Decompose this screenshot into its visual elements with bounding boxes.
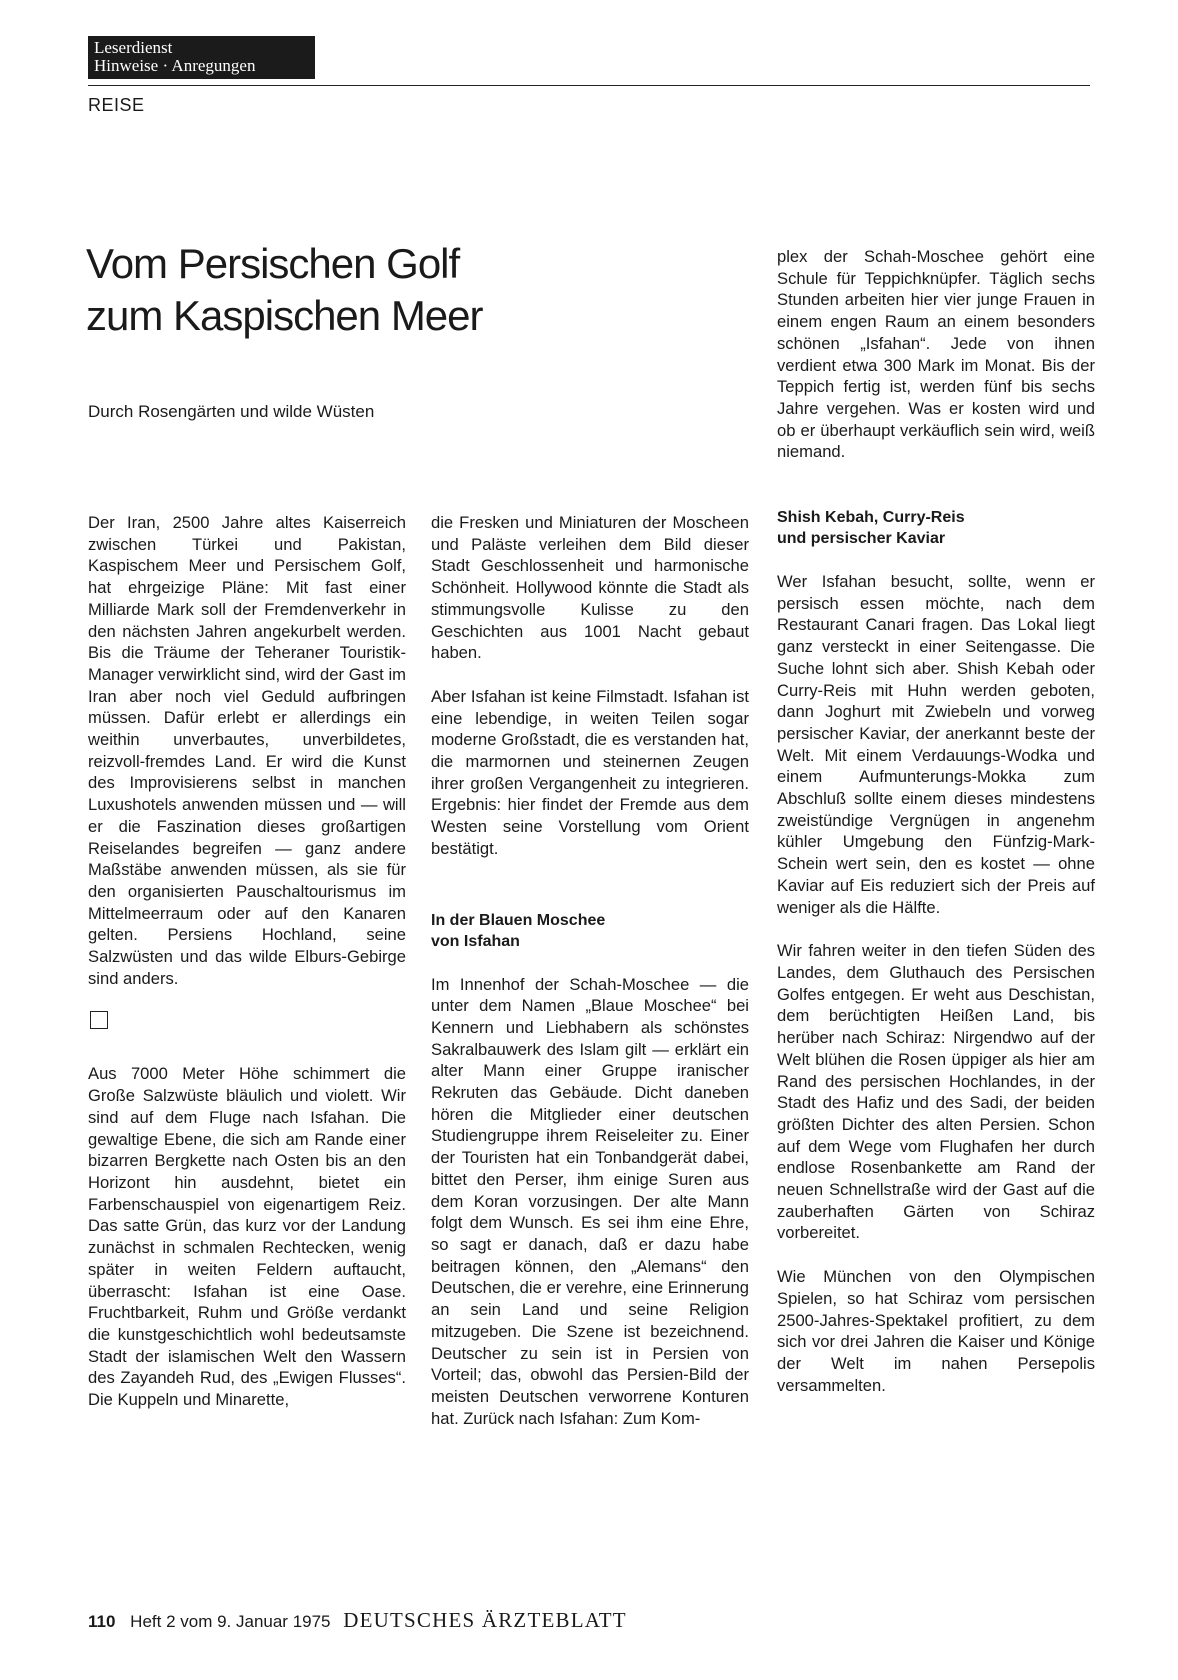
paragraph: Wie München von den Olympischen Spielen, so hat Schiraz vom persischen 2500-Jahres-Spektakel profitiert, zu dem sich vor drei Jahren die Kaiser und Könige der Welt im nahen Persepolis versammelten. xyxy=(777,1267,1095,1395)
publication-name: DEUTSCHES ÄRZTEBLATT xyxy=(343,1608,627,1632)
article-title-line-2: zum Kaspischen Meer xyxy=(86,292,483,339)
paragraph: Im Innenhof der Schah-Moschee — die unter dem Namen „Blaue Moschee“ bei Kennern und Liebhabern als schönstes Sakralbauwerk des Islam gilt — erklärt ein alter Mann einer Gruppe iranischer Rekruten das Gebäude. Dicht daneben hören die Mitglieder einer deutschen Studiengruppe ihrem Reiseleiter zu. Einer der Touristen hat ein Tonbandgerät dabei, bittet den Perser, ihm einige Suren aus dem Koran vorzusingen. Der alte Mann folgt dem Wunsch. Es sei ihm eine Ehre, so sagt er danach, daß er dazu habe beitragen können, den „Alemans“ den Deutschen, die er verehre, eine Erinnerung an sein Land und seine Religion mitzugeben. Die Szene ist bezeichnend. Deutscher zu sein ist in Persien von Vorteil; das, obwohl das Persien-Bild der meisten Deutschen verworrene Konturen hat. Zurück nach Isfahan: Zum Kom- xyxy=(431,974,749,1428)
page-footer xyxy=(88,1608,627,1633)
column-2 xyxy=(431,512,749,1451)
masthead-line-1: Leserdienst xyxy=(94,38,173,57)
subheading-line-2: von Isfahan xyxy=(431,932,520,950)
subheading-line-2: und persischer Kaviar xyxy=(777,530,946,548)
article-title xyxy=(86,238,483,342)
article-title-line-1: Vom Persischen Golf xyxy=(86,240,460,287)
section-label: REISE xyxy=(88,95,145,115)
page-number: 110 xyxy=(88,1612,116,1631)
subheading-line-1: In der Blauen Moschee xyxy=(431,911,606,929)
article-subtitle: Durch Rosengärten und wilde Wüsten xyxy=(88,402,375,421)
paragraph: Wir fahren weiter in den tiefen Süden des Landes, dem Gluthauch des Persischen Golfes entgegen. Er weht aus Deschistan, dem berüchtigten Heißen Land, bis herüber nach Schiraz: Nirgendwo auf der Welt blühen die Rosen üppiger als hier am Rand des persischen Hochlandes, in der Stadt des Hafiz und des Sadi, der beiden größten Dichter des alten Persien. Schon auf dem Wege vom Flughafen her durch endlose Rosenbankette am Rand der neuen Schnellstraße wird der Gast auf die zauberhaften Gärten von Schiraz vorbereitet. xyxy=(777,941,1095,1243)
issue-info: Heft 2 vom 9. Januar 1975 xyxy=(130,1612,331,1631)
paragraph: plex der Schah-Moschee gehört eine Schule für Teppichknüpfer. Täglich sechs Stunden arbeiten hier vier junge Frauen in einem engen Raum an einem besonders schönen „Isfahan“. Jede von ihnen verdient etwa 300 Mark im Monat. Bis der Teppich fertig ist, werden fünf bis sechs Jahre vergehen. Was er kosten wird und ob er überhaupt verkäuflich sein wird, weiß niemand. xyxy=(777,247,1095,462)
masthead xyxy=(88,36,315,79)
subheading-line-1: Shish Kebah, Curry-Reis xyxy=(777,509,965,527)
section-break-box-icon xyxy=(90,1011,108,1029)
paragraph: Wer Isfahan besucht, sollte, wenn er persisch essen möchte, nach dem Restaurant Canari fragen. Das Lokal liegt ganz versteckt in einer Seitengasse. Die Suche lohnt sich aber. Shish Kebah oder Curry-Reis mit Huhn werden geboten, dann Joghurt mit Zwiebeln und vorweg persischer Kaviar, der anerkannt beste der Welt. Mit einem Verdauungs-Wodka und einem Aufmunterungs-Mokka zum Abschluß sollte einem dieses mindestens zweistündige Vergnügen in angenehm kühler Umgebung den Fünfzig-Mark-Schein wert sein, den es kostet — ohne Kaviar auf Eis reduziert sich der Preis auf weniger als die Hälfte. xyxy=(777,572,1095,917)
subheading xyxy=(777,507,1095,549)
paragraph: Der Iran, 2500 Jahre altes Kaiserreich zwischen Türkei und Pakistan, Kaspischem Meer und Persischem Golf, hat ehrgeizige Pläne: Mit fast einer Milliarde Mark soll der Fremdenverkehr in den nächsten Jahren angekurbelt werden. Bis die Träume der Teheraner Touristik-Manager verwirklicht sind, wird der Gast im Iran aber noch viel Geduld aufbringen müssen. Dafür erlebt er allerdings ein weithin unverbautes, unverbildetes, reizvoll-fremdes Land. Er wird die Kunst des Improvisierens selbst in manchen Luxushotels anwenden müssen und — will er die Faszination dieses großartigen Reiselandes begreifen — ganz andere Maßstäbe anwenden müssen, als sie für den organisierten Pauschaltourismus im Mittelmeerraum oder auf den Kanaren gelten. Persiens Hochland, seine Salzwüsten und das wilde Elburs-Gebirge sind anders. xyxy=(88,513,406,988)
subheading xyxy=(431,910,749,952)
paragraph: die Fresken und Miniaturen der Moscheen und Paläste verleihen dem Bild dieser Stadt Geschlossenheit und harmonische Schönheit. Hollywood könnte die Stadt als stimmungsvolle Kulisse zu den Geschichten aus 1001 Nacht gebaut haben. xyxy=(431,513,749,663)
paragraph: Aber Isfahan ist keine Filmstadt. Isfahan ist eine lebendige, in weiten Teilen sogar moderne Großstadt, die es verstanden hat, die marmornen und steinernen Zeugen ihrer großen Vergangenheit zu integrieren. Ergebnis: hier findet der Fremde aus dem Westen seine Vorstellung vom Orient bestätigt. xyxy=(431,686,749,858)
column-1 xyxy=(88,512,406,1433)
paragraph: Aus 7000 Meter Höhe schimmert die Große Salzwüste bläulich und violett. Wir sind auf dem Fluge nach Isfahan. Die gewaltige Ebene, die sich am Rande einer bizarren Bergkette nach Osten bis an den Horizont hin ausdehnt, bietet ein Farbenschauspiel von eigenartigem Reiz. Das satte Grün, das kurz vor der Landung zunächst in schmalen Rechtecken, wenig später in weiten Feldern auftaucht, überrascht: Isfahan ist eine Oase. Fruchtbarkeit, Ruhm und Größe verdankt die kunstgeschichtlich wohl bedeutsamste Stadt der islamischen Welt den Wassern des Zayandeh Rud, des „Ewigen Flusses“. Die Kuppeln und Minarette, xyxy=(88,1064,406,1410)
header-rule xyxy=(88,85,1090,86)
masthead-line-2: Hinweise · Anregungen xyxy=(94,56,256,75)
column-3 xyxy=(777,246,1095,1418)
